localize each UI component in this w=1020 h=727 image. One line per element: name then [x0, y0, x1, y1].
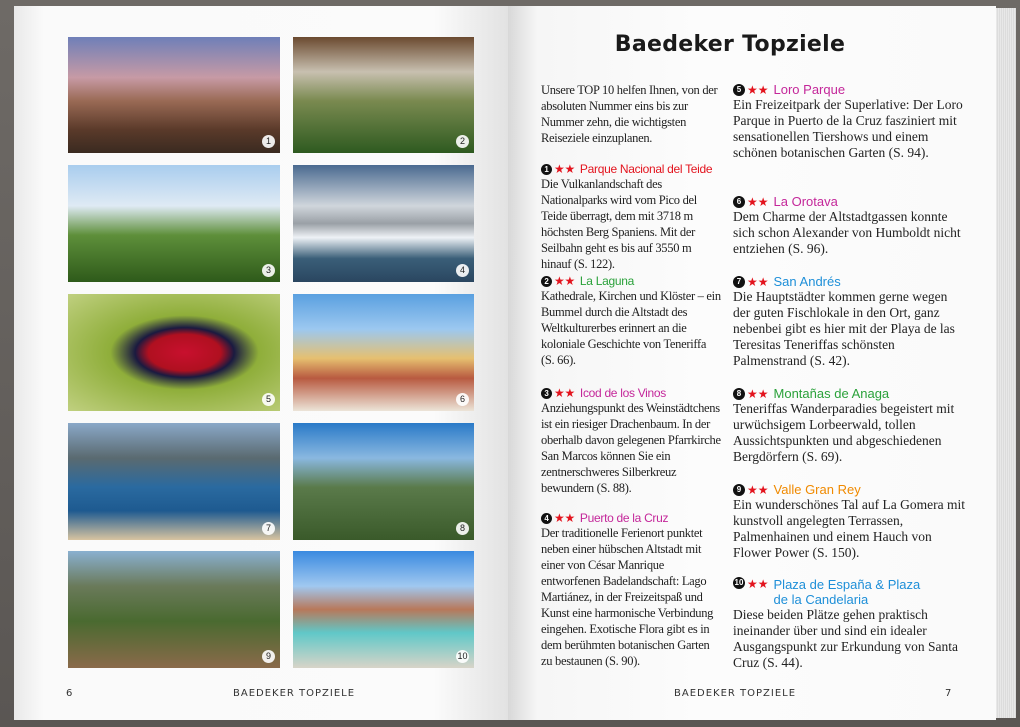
- entry-number-badge: 4: [541, 513, 552, 524]
- topziel-entry: [733, 386, 965, 465]
- photo-number: 8: [456, 522, 469, 535]
- photo-valle-gran-rey: [68, 551, 280, 668]
- page-edges: [996, 8, 1016, 718]
- entry-heading: [733, 274, 965, 289]
- entry-heading: [541, 274, 721, 288]
- running-head-right: BAEDEKER TOPZIELE: [674, 688, 797, 699]
- entry-title: Puerto de la Cruz: [579, 511, 669, 525]
- photo-puerto-de-la-cruz: [293, 165, 474, 282]
- entry-heading: [733, 482, 965, 497]
- entry-text: Der traditionelle Ferienort punktet neben einer hübschen Altstadt mit einer von César Manrique entworfenen Badelandschaft: Lago Martiánez, in der Freizeitspaß und Kunst eine harmonische Verbindung eingehen. Exotische Flora gibt es in dem berühmten botanischen Garten zu bestaunen (S. 90).: [541, 526, 714, 668]
- photo-number: 6: [456, 393, 469, 406]
- star-rating-icon: ★★: [554, 386, 575, 400]
- star-rating-icon: ★★: [554, 274, 575, 288]
- photo-number: 9: [262, 650, 275, 663]
- running-head-left: BAEDEKER TOPZIELE: [233, 688, 356, 699]
- photo-icod: [68, 165, 280, 282]
- topziel-entry: [541, 511, 721, 669]
- entry-number-badge: 7: [733, 276, 745, 288]
- entry-heading: [733, 577, 965, 607]
- star-rating-icon: ★★: [747, 194, 769, 209]
- topziel-entry: [541, 162, 721, 272]
- intro-text: Unsere TOP 10 helfen Ihnen, von der absoluten Nummer eins bis zur Nummer zehn, die wichtigsten Reiseziele einzuplanen.: [541, 83, 718, 145]
- entry-text: Die Hauptstädter kommen gerne wegen der guten Fischlokale in den Ort, ganz nebenbei gibt es hier mit der Playa de las Teresitas Teneriffas schönsten Palmenstrand (S. 42).: [733, 289, 955, 368]
- star-rating-icon: ★★: [747, 82, 769, 97]
- entry-heading: [541, 162, 721, 176]
- entry-heading: [733, 82, 965, 97]
- entry-title: San Andrés: [773, 274, 841, 289]
- entry-text: Dem Charme der Altstadtgassen konnte sich schon Alexander von Humboldt nicht entziehen (S. 96).: [733, 209, 961, 256]
- topziel-entry: [733, 194, 965, 257]
- photo-number: 10: [457, 651, 468, 661]
- star-rating-icon: ★★: [554, 162, 575, 176]
- entry-title: Loro Parque: [773, 82, 846, 97]
- entry-number-badge: 10: [734, 578, 744, 587]
- entry-number-badge: 1: [541, 164, 552, 175]
- entry-title: Parque Nacional del Teide: [579, 162, 713, 176]
- entry-text: Kathedrale, Kirchen und Klöster – ein Bummel durch die Altstadt des Weltkulturerbes erinnert an die koloniale Geschichte von Teneriffa (S. 66).: [541, 289, 721, 367]
- entry-title: Montañas de Anaga: [773, 386, 890, 401]
- entry-number-badge: 8: [733, 388, 745, 400]
- topziel-entry: [733, 577, 965, 671]
- entry-heading: [733, 194, 965, 209]
- entry-text: Die Vulkanlandschaft des Nationalparks wird vom Pico del Teide überragt, dem mit 3718 m höchsten Berg Spaniens. Mit der Seilbahn geht es bis auf 3550 m hinauf (S. 122).: [541, 177, 697, 271]
- entry-text: Ein Freizeitpark der Superlative: Der Loro Parque in Puerto de la Cruz fasziniert mit sensationellen Tiershows und einem schönen botanischen Garten (S. 94).: [733, 97, 963, 160]
- topziel-entry: [541, 386, 721, 496]
- entry-heading: [541, 386, 721, 400]
- star-rating-icon: ★★: [554, 511, 575, 525]
- photo-teide: [68, 37, 280, 153]
- entry-number-badge: 6: [733, 196, 745, 208]
- entry-title: Valle Gran Rey: [773, 482, 861, 497]
- photo-number: 4: [456, 264, 469, 277]
- topziel-entry: [733, 82, 965, 161]
- topziel-entry: [733, 274, 965, 369]
- photo-san-andres: [68, 423, 280, 540]
- entry-number-badge: 5: [733, 84, 745, 96]
- entry-title: Icod de los Vinos: [579, 386, 666, 400]
- star-rating-icon: ★★: [747, 274, 769, 289]
- entry-title: La Laguna: [579, 274, 634, 288]
- photo-number: 7: [262, 522, 275, 535]
- entry-title: La Orotava: [773, 194, 838, 209]
- photo-loro-parque: [68, 294, 280, 411]
- entry-heading: [541, 511, 721, 525]
- photo-number: 3: [262, 264, 275, 277]
- star-rating-icon: ★★: [747, 482, 769, 497]
- photo-la-orotava: [293, 294, 474, 411]
- entry-text: Ein wunderschönes Tal auf La Gomera mit kunstvoll angelegten Terrassen, Palmenhainen und einem Hauch von Flower Power (S. 150).: [733, 497, 965, 560]
- page-number-right: 7: [945, 688, 953, 699]
- topziel-entry: [733, 482, 965, 561]
- photo-number: 2: [456, 135, 469, 148]
- topziel-entry: [541, 274, 721, 368]
- page-number-left: 6: [66, 688, 74, 699]
- photo-la-laguna: [293, 37, 474, 153]
- photo-number: 5: [262, 393, 275, 406]
- photo-santa-cruz: [293, 551, 474, 668]
- entry-text: Teneriffas Wanderparadies begeistert mit urwüchsigem Lorbeerwald, tollen Aussichtspunkten und abgeschiedenen Bergdörfern (S. 69).: [733, 401, 955, 464]
- entry-heading: [733, 386, 965, 401]
- entry-number-badge: 9: [733, 484, 745, 496]
- entry-number-badge: 2: [541, 276, 552, 287]
- photo-number: 1: [262, 135, 275, 148]
- entry-title: Plaza de España & Plaza de la Candelaria: [773, 577, 921, 607]
- star-rating-icon: ★★: [747, 386, 769, 401]
- page-title: Baedeker Topziele: [614, 32, 846, 57]
- photo-anaga: [293, 423, 474, 540]
- entry-text: Anziehungspunkt des Weinstädtchens ist ein riesiger Drachenbaum. In der oberhalb davon gelegenen Pfarrkirche San Marcos können Sie ein zentnerschweres Silberkreuz bewundern (S. 88).: [541, 401, 721, 495]
- entry-text: Diese beiden Plätze gehen praktisch ineinander über und sind ein idealer Ausgangspunkt zur Erkundung von Santa Cruz (S. 44).: [733, 607, 958, 670]
- star-rating-icon: ★★: [747, 577, 769, 591]
- entry-number-badge: 3: [541, 388, 552, 399]
